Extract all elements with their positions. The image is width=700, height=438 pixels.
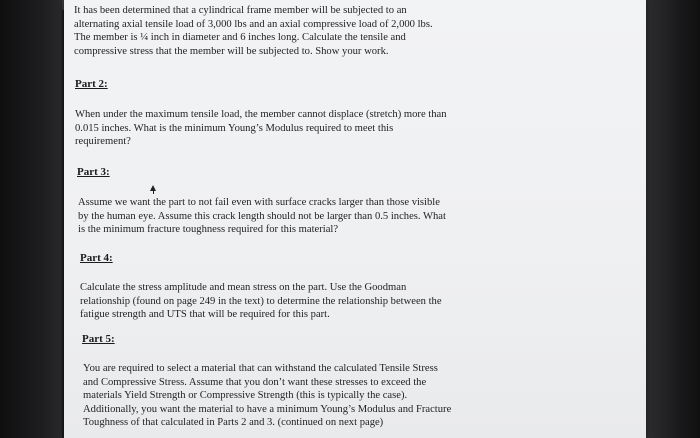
part-5-heading: Part 5:: [82, 333, 115, 345]
part-2-line: When under the maximum tensile load, the member cannot displace (stretch) more than: [75, 109, 447, 120]
part-3-line: by the human eye. Assume this crack length should not be larger than 0.5 inches. What: [78, 210, 446, 222]
part-2-heading: Part 2:: [75, 78, 108, 90]
part-5-line: and Compressive Stress. Assume that you don’t want these stresses to exceed the: [83, 376, 427, 388]
part-3-heading: Part 3:: [77, 166, 110, 178]
part-2-paragraph: [75, 108, 447, 149]
intro-line: The member is ¼ inch in diameter and 6 inches long. Calculate the tensile and: [74, 32, 406, 44]
part-4-heading: Part 4:: [80, 252, 113, 264]
part-5-line: materials Yield Strength or Compressive Strength (this is typically the case).: [83, 390, 408, 402]
part-5-line: Additionally, you want the material to have a minimum Young’s Modulus and Fracture: [83, 403, 452, 415]
part-2-line: 0.015 inches. What is the minimum Young’s Modulus required to meet this: [75, 122, 394, 134]
part-3-paragraph: [78, 196, 446, 237]
part-3-line: is the minimum fracture toughness required for this material?: [78, 224, 339, 236]
document-page: [64, 0, 646, 438]
monitor-right-bezel: [646, 0, 700, 438]
part-4-paragraph: [80, 281, 442, 322]
part-4-line: fatigue strength and UTS that will be required for this part.: [80, 309, 330, 321]
intro-line: alternating axial tensile load of 3,000 lbs and an axial compressive load of 2,000 lbs.: [74, 18, 433, 30]
part-5-paragraph: [83, 362, 451, 430]
intro-line: It has been determined that a cylindrical frame member will be subjected to an: [74, 5, 407, 16]
intro-paragraph: [74, 4, 433, 58]
part-5-line: You are required to select a material that can withstand the calculated Tensile Stress: [83, 363, 438, 374]
part-2-line: requirement?: [75, 136, 131, 148]
part-4-line: Calculate the stress amplitude and mean stress on the part. Use the Goodman: [80, 282, 407, 293]
part-5-line: Toughness of that calculated in Parts 2 and 3. (continued on next page): [83, 417, 384, 429]
monitor-left-bezel: [0, 0, 62, 438]
part-4-line: relationship (found on page 249 in the text) to determine the relationship between the: [80, 295, 442, 307]
intro-line: compressive stress that the member will be subjected to. Show your work.: [74, 45, 389, 57]
part-3-line: Assume we want the part to not fail even with surface cracks larger than those visible: [78, 197, 440, 208]
mouse-pointer-icon: [150, 185, 156, 191]
